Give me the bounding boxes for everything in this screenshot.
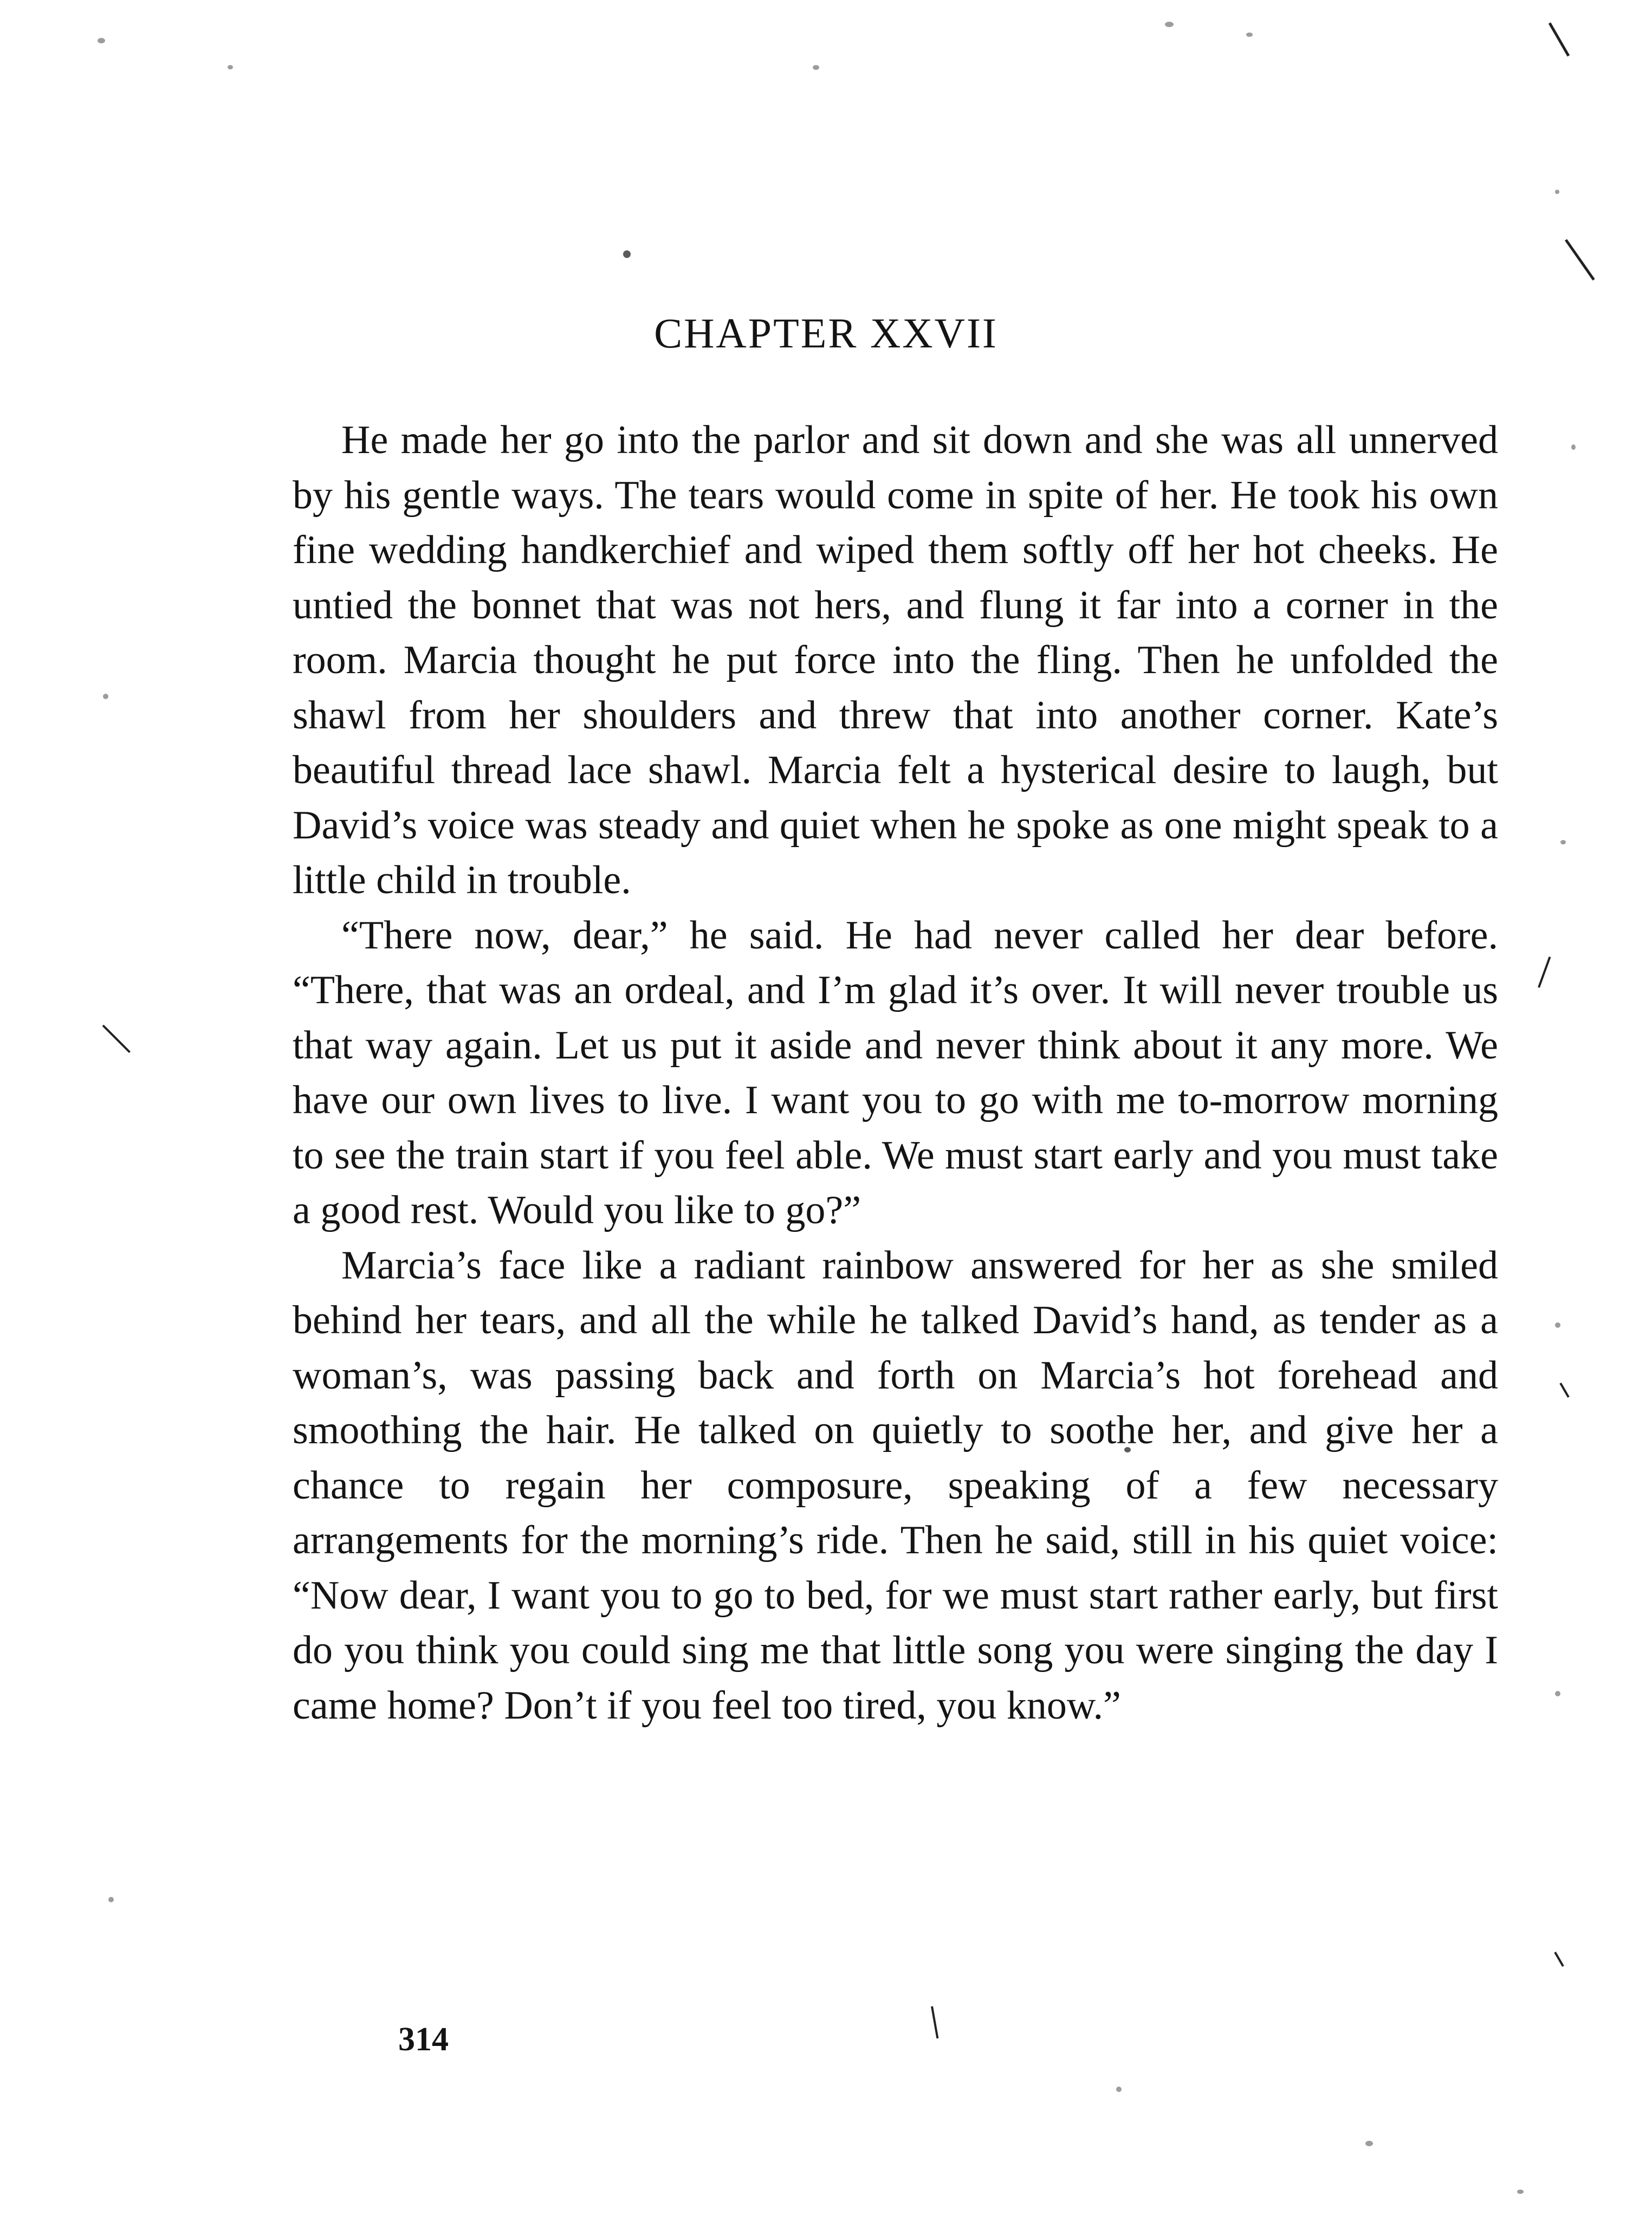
scan-mark: [931, 2006, 938, 2039]
scan-speck: [1560, 840, 1566, 844]
paragraph: He made her go into the parlor and sit down and she was all unnerved by his gentle ways. The tears would come in spite of her. He took his own fine wedding handkerchief and wiped them softly off her hot cheeks. He untied the bonnet that was not hers, and flung it far into a corner in the room. Marcia thought he put force into the fling. Then he unfolded the shawl from her shoulders and threw that into another corner. Kate’s beautiful thread lace shawl. Marcia felt a hysterical desire to laugh, but David’s voice was steady and quiet when he spoke as one might speak to a little child in trouble.: [293, 418, 1498, 902]
scan-speck: [1517, 2190, 1524, 2194]
page-number: 314: [398, 2021, 449, 2058]
scan-speck: [1555, 190, 1559, 194]
scan-speck: [1571, 444, 1576, 450]
scan-speck: [108, 1897, 114, 1902]
scan-mark: [102, 1025, 131, 1053]
scan-speck: [1246, 33, 1253, 37]
scan-speck: [623, 250, 631, 258]
chapter-heading: CHAPTER XXVII: [654, 309, 998, 357]
scan-speck: [1555, 1691, 1560, 1696]
paragraph: “There now, dear,” he said. He had never called her dear before. “There, that was an ordeal, and I’m glad it’s over. It will never trouble us that way again. Let us put it aside and never think about it any more. We have our own lives to live. I want you to go with me to-morrow morning to see the train start if you feel able. We must start early and you must take a good rest. Would you like to go?”: [293, 913, 1498, 1232]
body-text: [293, 413, 1498, 1733]
scan-mark: [1565, 239, 1595, 281]
scan-mark: [1538, 957, 1551, 988]
scan-speck: [228, 65, 233, 69]
scan-speck: [1365, 2141, 1373, 2146]
scan-mark: [1554, 1952, 1564, 1967]
paragraph: Marcia’s face like a radiant rainbow answered for her as she smiled behind her tears, and all the while he talked David’s hand, as tender as a woman’s, was passing back and forth on Marcia’s hot forehead and smoothing the hair. He talked on quietly to soothe her, and give her a chance to regain her composure, speaking of a few necessary arrangements for the morning’s ride. Then he said, still in his quiet voice: “Now dear, I want you to go to bed, for we must start rather early, but first do you think you could sing me that little song you were singing the day I came home? Don’t if you feel too tired, you know.”: [293, 1243, 1498, 1728]
scan-speck: [1116, 2087, 1122, 2092]
scan-speck: [98, 38, 105, 43]
scan-speck: [103, 694, 108, 699]
scan-mark: [1559, 1383, 1569, 1398]
scan-speck: [1555, 1322, 1560, 1328]
scan-speck: [813, 65, 819, 70]
scan-mark: [1549, 22, 1570, 56]
scan-speck: [1165, 22, 1174, 27]
